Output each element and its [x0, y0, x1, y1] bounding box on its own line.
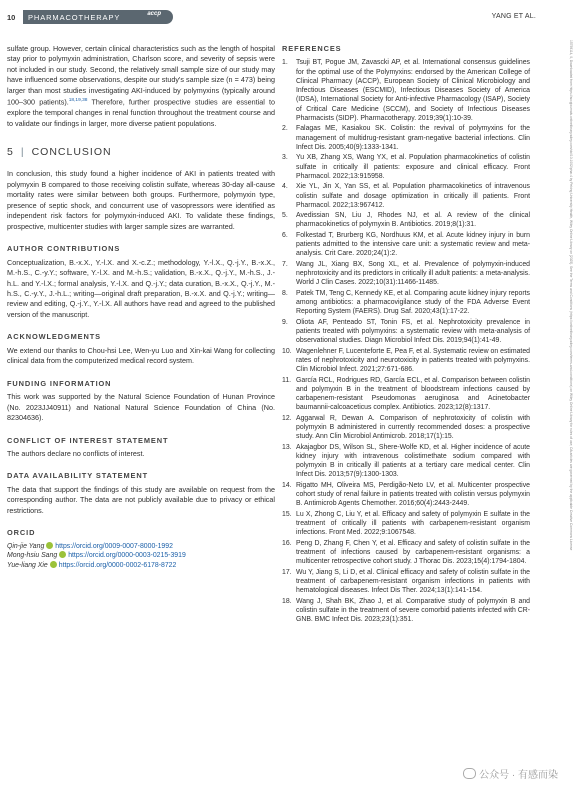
reference-number: 10.	[282, 347, 292, 355]
reference-number: 16.	[282, 539, 292, 547]
reference-text: Wang JL, Xiang BX, Song XL, et al. Prevalence of polymyxin-induced nephrotoxicity and its predictors in critically ill adult patients: a meta-analysis. World J Clin Cases. 2022;10(31):11466-11485.	[296, 260, 531, 287]
orcid-entry	[7, 551, 275, 561]
reference-number: 2.	[282, 125, 288, 133]
funding-text: This work was supported by the Natural Science Foundation of Hunan Province (No. 2023JJ40911) and National Natural Science Foundation of China (No. 82304636).	[7, 392, 275, 423]
reference-item	[282, 443, 530, 480]
reference-item	[282, 289, 530, 317]
acknowledgments-text: We extend our thanks to Chou-hsi Lee, Wen-yu Luo and Xin-kai Wang for collecting clinical data from the computerized medical record system.	[7, 345, 275, 366]
reference-number: 3.	[282, 154, 288, 162]
orcid-author-name: Qin-jie Yang	[7, 542, 45, 550]
reference-text: Lu X, Zhong C, Liu Y, et al. Efficacy and safety of polymyxin E sulfate in the treatment of critically ill patients with carbapenem-resistant organism infections. Front Med. 2022;9:1067548.	[296, 510, 530, 537]
orcid-author-name: Mong-hsiu Sang	[7, 552, 58, 560]
reference-list	[282, 58, 530, 624]
orcid-icon	[50, 561, 57, 568]
reference-item	[282, 481, 530, 509]
reference-number: 14.	[282, 481, 292, 489]
conflict-heading: CONFLICT OF INTEREST STATEMENT	[7, 435, 169, 445]
orcid-heading: ORCID	[7, 528, 36, 538]
reference-item	[282, 510, 530, 538]
reference-item	[282, 414, 530, 442]
reference-text: Xie YL, Jin X, Yan SS, et al. Population pharmacokinetics of intravenous colistin sulfate and dosage optimization in critically ill patients. Front Pharmacol. 2022;13:967412.	[296, 183, 530, 209]
watermark-text: 公众号 · 有感而染	[479, 770, 558, 781]
reference-text: Aggarwal R, Dewan A. Comparison of nephrotoxicity of colistin with polymyxin B administered in currently recommended doses: a prospective study. Ann Clin Microbiol Antimicrob. 2018;17(1):15.	[296, 414, 530, 441]
left-column	[7, 44, 275, 570]
reference-number: 7.	[282, 260, 288, 268]
reference-text: Wagenlehner F, Lucenteforte E, Pea F, et al. Systematic review on estimated rates of nephrotoxicity and neurotoxicity in patients treated with polymyxins. Clin Microbiol Infect. 2021;27:671-686.	[296, 347, 530, 374]
conclusion-heading: 5 | CONCLUSION	[7, 146, 112, 159]
reference-number: 13.	[282, 443, 292, 451]
conflict-text: The authors declare no conflicts of interest.	[7, 448, 145, 458]
orcid-link[interactable]: https://orcid.org/0000-0003-0215-3919	[68, 552, 186, 560]
reference-text: Yu XB, Zhang XS, Wang YX, et al. Population pharmacokinetics of colistin sulfate in critically ill patients: exposure and clinical efficacy. Front Pharmacol. 2022;13:915958.	[296, 154, 530, 180]
conclusion-text: In conclusion, this study found a higher incidence of AKI in patients treated with polymyxin B compared to those receiving colistin sulfate, whereas 30-day all-cause mortality rates were similar between both groups. Furthermore, polymyxin type, presence of septic shock, and concurrent use of vasopressors were identified as independent risk factors for polymyxin-induced AKI. To validate these findings, prospective, multicenter studies with larger sample sizes are warranted.	[7, 169, 275, 231]
reference-number: 1.	[282, 59, 288, 67]
reference-number: 5.	[282, 212, 288, 220]
data-availability-text: The data that support the findings of this study are available on request from the corresponding author. The data are not publicly available due to privacy or ethical restrictions.	[7, 484, 275, 515]
orcid-icon	[46, 542, 53, 549]
download-sidebar	[565, 40, 573, 770]
reference-text: Wang J, Shah BK, Zhao J, et al. Comparative study of polymyxin B and colistin sulfate in the treatment of severe comorbid patients infected with CR-GNB. BMC Infect Dis. 2023;23(1):351.	[296, 597, 531, 624]
citation[interactable]: 18,19,38	[68, 98, 88, 104]
orcid-link[interactable]: https://orcid.org/0009-0007-8000-1992	[55, 542, 173, 550]
contributions-text: Conceptualization, B.-x.X., Y.-l.X. and X.-c.Z.; methodology, Y.-l.X., Q.-j.Y., B.-x.X., M.-h.S., C.-y.Y.; software, Y.-l.X. and M.-h.S.; validation, B.-x.X., Q.-j.Y., M.-h.S., J.-h.L. and Y.-l.X.; formal analysis, Y.-l.X. and Q.-j.Y.; data curation, B.-x.X., Q.-j.Y., M.-h.S., C.-y.Y., J.-h.L.; writing—original draft preparation, B.-x.X. and Q.-j.Y.; writing—review and editing, Q.-j.Y., Y.-l.X. All authors have read and agreed to the published version of the manuscript.	[7, 257, 275, 319]
reference-item	[282, 231, 530, 259]
reference-number: 11.	[282, 376, 292, 384]
right-column	[282, 44, 530, 626]
orcid-icon	[59, 551, 66, 558]
accp-logo: accp	[147, 11, 161, 17]
reference-item	[282, 58, 530, 123]
reference-number: 8.	[282, 289, 288, 297]
reference-text: Tsuji BT, Pogue JM, Zavascki AP, et al. International consensus guidelines for the optimal use of the Polymyxins: endorsed by the American College of Clinical Pharmacy (ACCP), European Society of Clinical Microbiology and Infectious Diseases (ESCMID), Infectious Diseases Society of America (IDSA), International Society for Anti-infective Pharmacology (ISAP), Society of Critical Care Medicine (SCCM), and Society of Infectious Diseases Pharmacists (SIDP). Pharmacotherapy. 2019;39(1):10-39.	[296, 59, 530, 122]
watermark	[463, 766, 558, 781]
funding-heading: FUNDING INFORMATION	[7, 378, 112, 388]
journal-name: PHARMACOTHERAPY	[28, 12, 121, 22]
page-number: 10	[7, 13, 16, 22]
reference-item	[282, 260, 530, 288]
reference-item	[282, 124, 530, 152]
references-heading: REFERENCES	[282, 44, 342, 53]
orcid-author-name: Yue-liang Xie	[7, 561, 48, 569]
reference-number: 9.	[282, 318, 288, 326]
data-availability-heading: DATA AVAILABILITY STATEMENT	[7, 471, 149, 481]
reference-number: 18.	[282, 597, 292, 605]
reference-text: Falagas ME, Kasiakou SK. Colistin: the revival of polymyxins for the management of multidrug-resistant gram-negative bacterial infections. Clin Infect Dis. 2005;40(9):1333-1341.	[296, 125, 530, 151]
reference-number: 4.	[282, 183, 288, 191]
contributions-heading: AUTHOR CONTRIBUTIONS	[7, 244, 121, 254]
journal-banner	[23, 10, 173, 24]
orcid-entry	[7, 561, 275, 571]
download-notice: 15759114, 0, Downloaded from https://accpjournals.onlinelibrary.wiley.com/doi/10.1002/phar.4 by Peking University Health, Wiley Online Library on [2025]. See the Terms and Conditions (https://onlinelibrary.wiley.com/terms-and-conditions) on Wiley Online Library for rules of use; OA articles are governed by the applicable Creative Commons License	[569, 40, 573, 551]
reference-number: 12.	[282, 414, 292, 422]
reference-number: 15.	[282, 510, 292, 518]
reference-number: 6.	[282, 231, 288, 239]
running-head-authors: YANG ET AL.	[491, 13, 536, 20]
limitations-paragraph: sulfate group. However, certain clinical characteristics such as the length of hospital stay prior to polymyxin administration, Charlson score, and severity of sepsis were not included in our study. Second, the relatively small sample size of our study may have influenced some observations, despite our study's sample size (n = 473) being larger than most studies investigating AKI-induced by polymyxins (typically around 100–300 patients).$^{18,19,38}$ Therefore, further prospective studies are essential to explore the temporal changes in renal function throughout the treatment course and to validate our findings in larger, more diverse patient populations.	[7, 44, 276, 128]
reference-item	[282, 347, 530, 375]
reference-item	[282, 539, 530, 567]
reference-item	[282, 153, 530, 181]
reference-text: Peng D, Zhang F, Chen Y, et al. Efficacy and safety of colistin sulfate in the treatment of infections caused by carbapenem-resistant organisms: a multicenter retrospective cohort study. J Thorac Dis. 2023;15(4):1794-1804.	[296, 539, 530, 566]
reference-text: Akajagbor DS, Wilson SL, Shere-Wolfe KD, et al. Higher incidence of acute kidney injury with intravenous colistimethate sodium compared with polymyxin B in critically ill patients at a tertiary care medical center. Clin Infect Dis. 2013;57(9):1300-1303.	[296, 443, 530, 479]
orcid-entry	[7, 542, 275, 552]
reference-item	[282, 318, 530, 346]
reference-text: Rigatto MH, Oliveira MS, Perdigão-Neto LV, et al. Multicenter prospective cohort study of renal failure in patients treated with colistin versus polymyxin B. Antimicrob Agents Chemother. 2016;60(4):2443-2449.	[296, 481, 530, 508]
reference-item	[282, 568, 530, 596]
page-header	[0, 0, 574, 34]
reference-text: García RCL, Rodrigues RD, García ECL, et al. Comparison between colistin and polymyxin B in the treatment of bloodstream infections caused by carbapenem-resistant Pseudomonas aeruginosa and Acinetobacter baumannii-calcoaceticus complex. Antibiotics. 2023;12(8):1317.	[296, 376, 530, 412]
acknowledgments-heading: ACKNOWLEDGMENTS	[7, 332, 101, 342]
reference-item	[282, 211, 530, 230]
reference-number: 17.	[282, 568, 292, 576]
reference-item	[282, 597, 530, 625]
reference-text: Wu Y, Jiang S, Li D, et al. Clinical efficacy and safety of colistin sulfate in the treatment of carbapenem-resistant organism infections in patients with hematological diseases. Infect Dis Ther. 2024;13(1):141-154.	[296, 568, 530, 595]
reference-item	[282, 376, 530, 413]
reference-text: Oliota AF, Penteado ST, Tonin FS, et al. Nephrotoxicity prevalence in patients treated with polymyxins: a systematic review with meta-analysis of observational studies. Diagn Microbiol Infect Dis. 2019;94(1):41-49.	[296, 318, 530, 345]
orcid-link[interactable]: https://orcid.org/0000-0002-6178-8722	[58, 561, 177, 569]
reference-text: Avedissian SN, Liu J, Rhodes NJ, et al. A review of the clinical pharmacokinetics of polymyxin B. Antibiotics. 2019;8(1):31.	[296, 212, 530, 229]
wechat-icon	[463, 768, 476, 779]
reference-item	[282, 182, 530, 210]
reference-text: Folkestad T, Brurberg KG, Nordhuus KM, et al. Acute kidney injury in burn patients admitted to the intensive care unit: a systematic review and meta-analysis. Crit Care. 2020;24(1):2.	[296, 231, 530, 258]
reference-text: Patek TM, Teng C, Kennedy KE, et al. Comparing acute kidney injury reports among antibiotics: a pharmacovigilance study of the FDA Adverse Event Reporting System (FAERS). Drug Saf. 2020;43(1):17-22.	[296, 289, 530, 316]
